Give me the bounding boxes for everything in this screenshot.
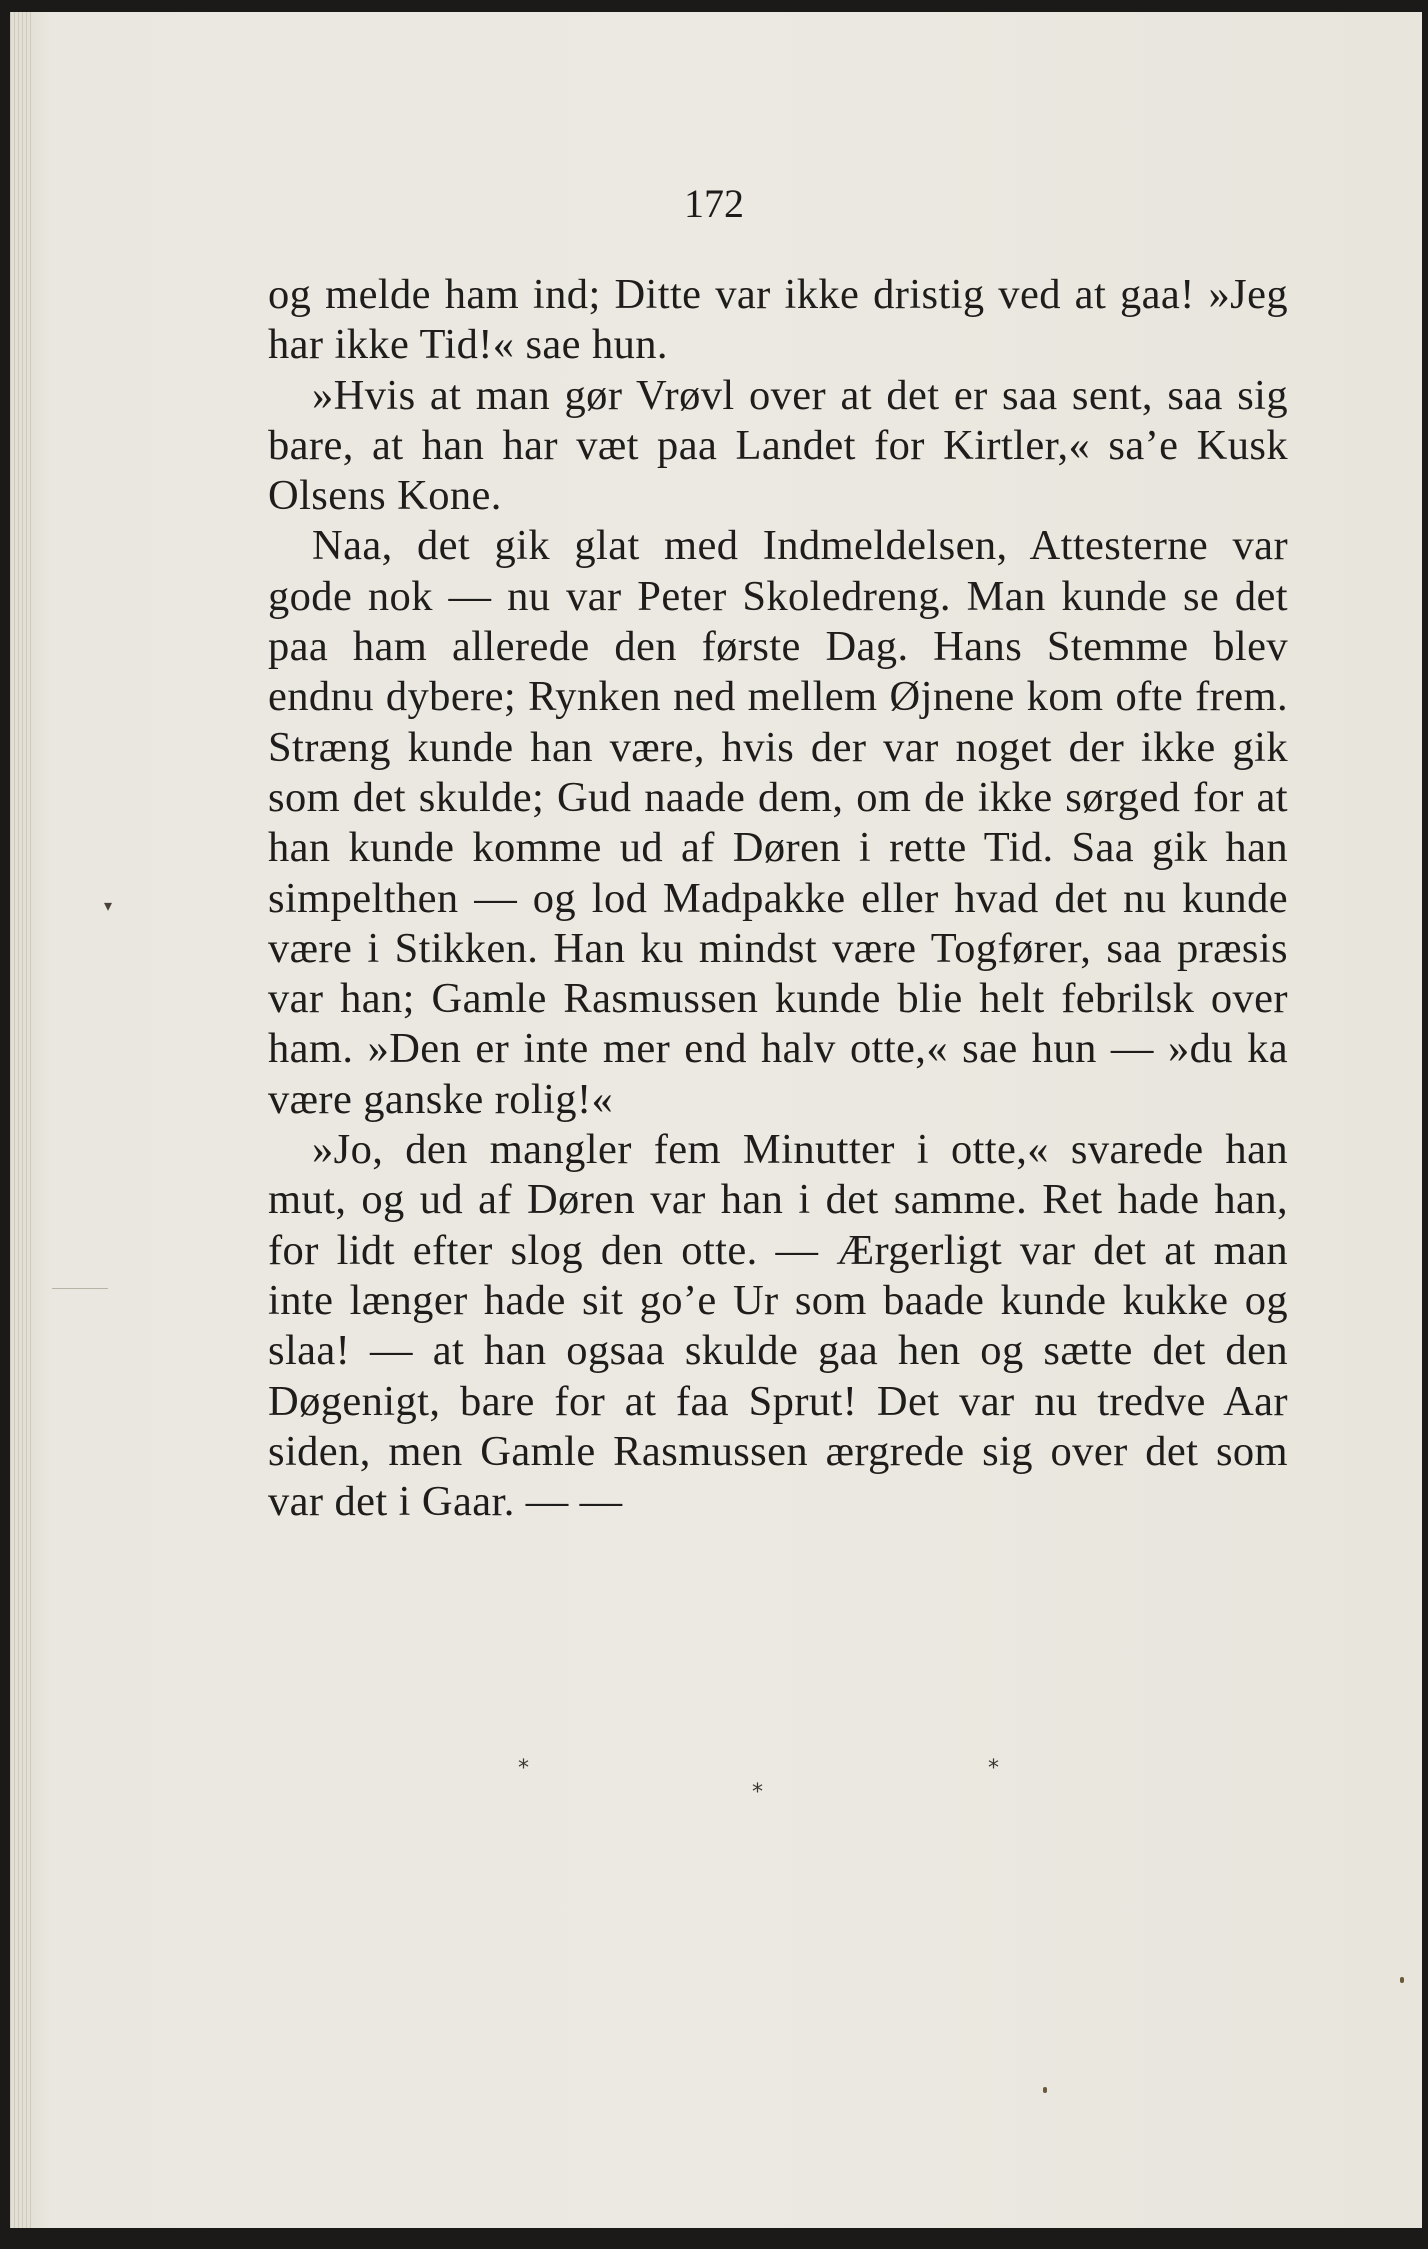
- section-break-asterisk: *: [518, 1756, 529, 1781]
- paragraph: »Jo, den mangler fem Minutter i otte,« svarede han mut, og ud af Døren var han i det samme. Ret hade han, for lidt efter slog den otte. — Ærgerligt var det at man inte længer hade sit go’e Ur som baade kunde kukke og slaa! — at han ogsaa skulde gaa hen og sætte det den Døgenigt, bare for at faa Sprut! Det var nu tredve Aar siden, men Gamle Rasmussen ærgrede sig over det som var det i Gaar. — —: [268, 1126, 1288, 1526]
- section-break-asterisk: *: [988, 1756, 999, 1781]
- margin-rule: [52, 1288, 108, 1289]
- paragraph: Naa, det gik glat med Indmeldelsen, Attesterne var gode nok — nu var Peter Skoledreng. Man kunde se det paa ham allerede den første Dag. Hans Stemme blev endnu dybere; Rynken ned mellem Øjnene kom ofte frem. Stræng kunde han være, hvis der var noget der ikke gik som det skulde; Gud naade dem, om de ikke sørged for at han kunde komme ud af Døren i rette Tid. Saa gik han simpelthen — og lod Madpakke eller hvad det nu kunde være i Stikken. Han ku mindst være Togfører, saa præsis var han; Gamle Rasmussen kunde blie helt febrilsk over ham. »Den er inte mer end halv otte,« sae hun — »du ka være ganske rolig!«: [268, 522, 1288, 1123]
- paragraph: »Hvis at man gør Vrøvl over at det er saa sent, saa sig bare, at han har væt paa Landet for Kirtler,« sa’e Kusk Olsens Kone.: [268, 371, 1288, 520]
- margin-mark-icon: ▾: [104, 896, 113, 915]
- paragraph: og melde ham ind; Ditte var ikke dristig ved at gaa! »Jeg har ikke Tid!« sae hun.: [268, 271, 1288, 369]
- body-text: [268, 270, 1288, 1527]
- page-edge-stack: [10, 12, 32, 2228]
- ink-speck: [1043, 2087, 1047, 2093]
- page-number: 172: [684, 181, 744, 226]
- section-break-asterisk: *: [752, 1780, 763, 1805]
- ink-speck: [1400, 1977, 1404, 1983]
